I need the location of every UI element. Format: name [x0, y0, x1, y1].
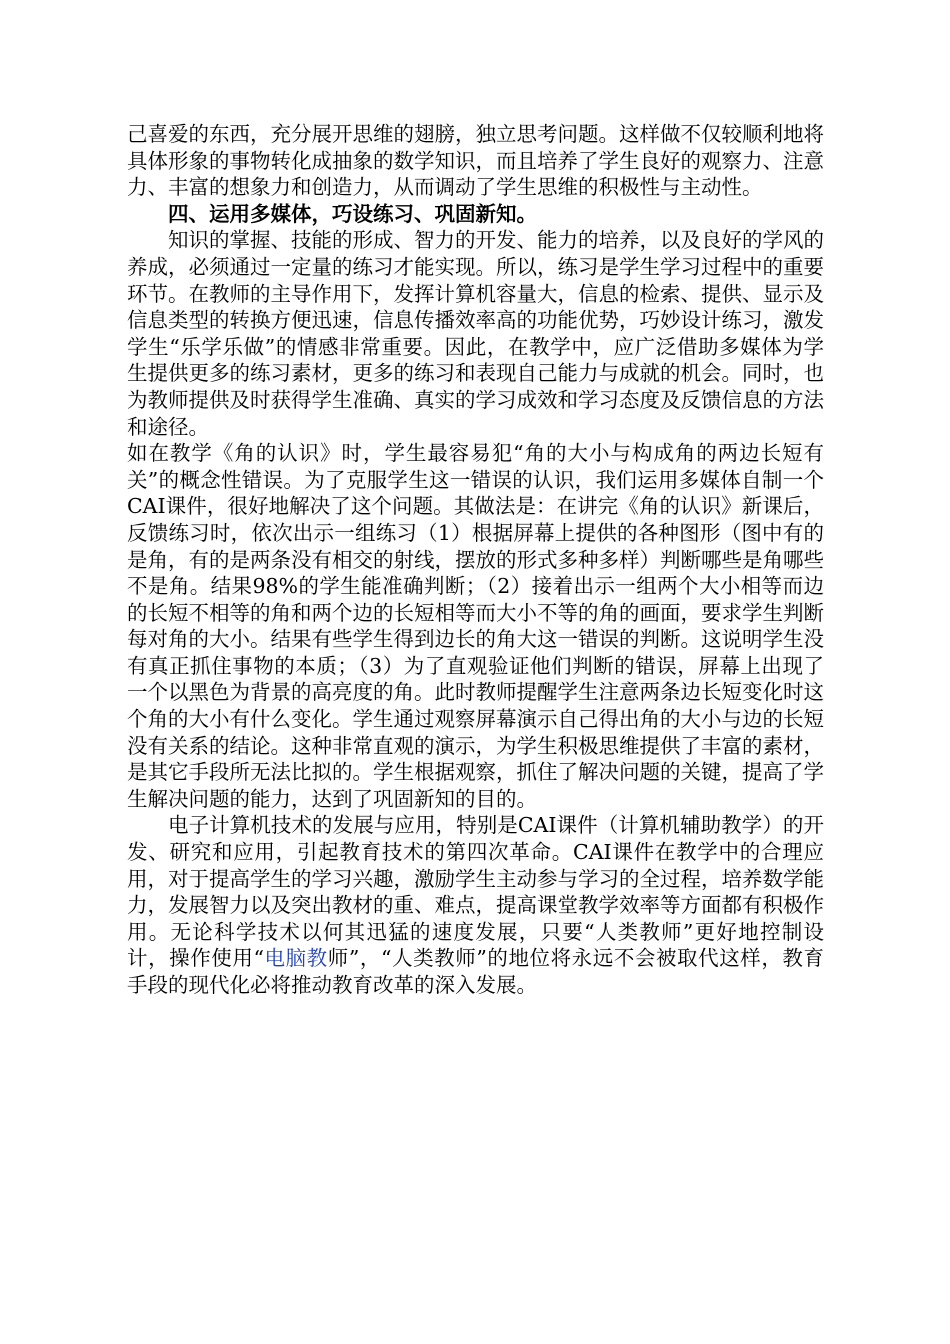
paragraph-continuation: 己喜爱的东西，充分展开思维的翅膀，独立思考问题。这样做不仅较顺利地将具体形象的事物转化成抽象的数学知识，而且培养了学生良好的观察力、注意力、丰富的想象力和创造力，从而调动了学生思维的积极性与主动性。 [127, 122, 824, 200]
conclusion-text-part-a: 电子计算机技术的发展与应用，特别是CAI课件（计算机辅助教学）的开发、研究和应用，引起教育技术的第四次革命。CAI课件在教学中的合理应用，对于提高学生的学习兴趣，激励学生主动参与学习的全过程，培养数学能力，发展智力以及突出教材的重、难点，提高课堂教学效率等方面都有积极作用。无论科学技术以何其迅猛的速度发展，只要“人类教师”更好地控制设计，操作使用“ [127, 813, 824, 971]
section-heading-four: 四、运用多媒体，巧设练习、巩固新知。 [168, 201, 537, 226]
paragraph-example: 如在教学《角的认识》时，学生最容易犯“角的大小与构成角的两边长短有关”的概念性错误。为了克服学生这一错误的认识，我们运用多媒体自制一个CAI课件，很好地解决了这个问题。其做法是：在讲完《角的认识》新课后，反馈练习时，依次出示一组练习（1）根据屏幕上提供的各种图形（图中有的是角，有的是两条没有相交的射线，摆放的形式多种多样）判断哪些是角哪些不是角。结果98%的学生能准确判断；（2）接着出示一组两个大小相等而边的长短不相等的角和两个边的长短相等而大小不等的角的画面，要求学生判断每对角的大小。结果有些学生得到边长的角大这一错误的判断。这说明学生没有真正抓住事物的本质；（3）为了直观验证他们判断的错误，屏幕上出现了一个以黑色为背景的高亮度的角。此时教师提醒学生注意两条边长短变化时这个角的大小有什么变化。学生通过观察屏幕演示自己得出角的大小与边的长短没有关系的结论。这种非常直观的演示，为学生积极思维提供了丰富的素材，是其它手段所无法比拟的。学生根据观察，抓住了解决问题的关键，提高了学生解决问题的能力，达到了巩固新知的目的。 [127, 441, 824, 811]
conclusion-text-part-b: 师”，“人类教师”的地位将永远不会被取代这样，教育手段的现代化必将推动教育改革的深入发展。 [127, 946, 824, 997]
paragraph-practice: 知识的掌握、技能的形成、智力的开发、能力的培养，以及良好的学风的养成，必须通过一定量的练习才能实现。所以，练习是学生学习过程中的重要环节。在教师的主导作用下，发挥计算机容量大，信息的检索、提供、显示及信息类型的转换方便迅速，信息传播效率高的功能优势，巧妙设计练习，激发学生“乐学乐做”的情感非常重要。因此，在教学中，应广泛借助多媒体为学生提供更多的练习素材，更多的练习和表现自己能力与成就的机会。同时，也为教师提供及时获得学生准确、真实的学习成效和学习态度及反馈信息的方法和途径。 [127, 228, 824, 439]
paragraph-conclusion [127, 812, 824, 998]
document-body [127, 121, 824, 999]
conclusion-highlight-text: 电脑教 [263, 946, 328, 971]
